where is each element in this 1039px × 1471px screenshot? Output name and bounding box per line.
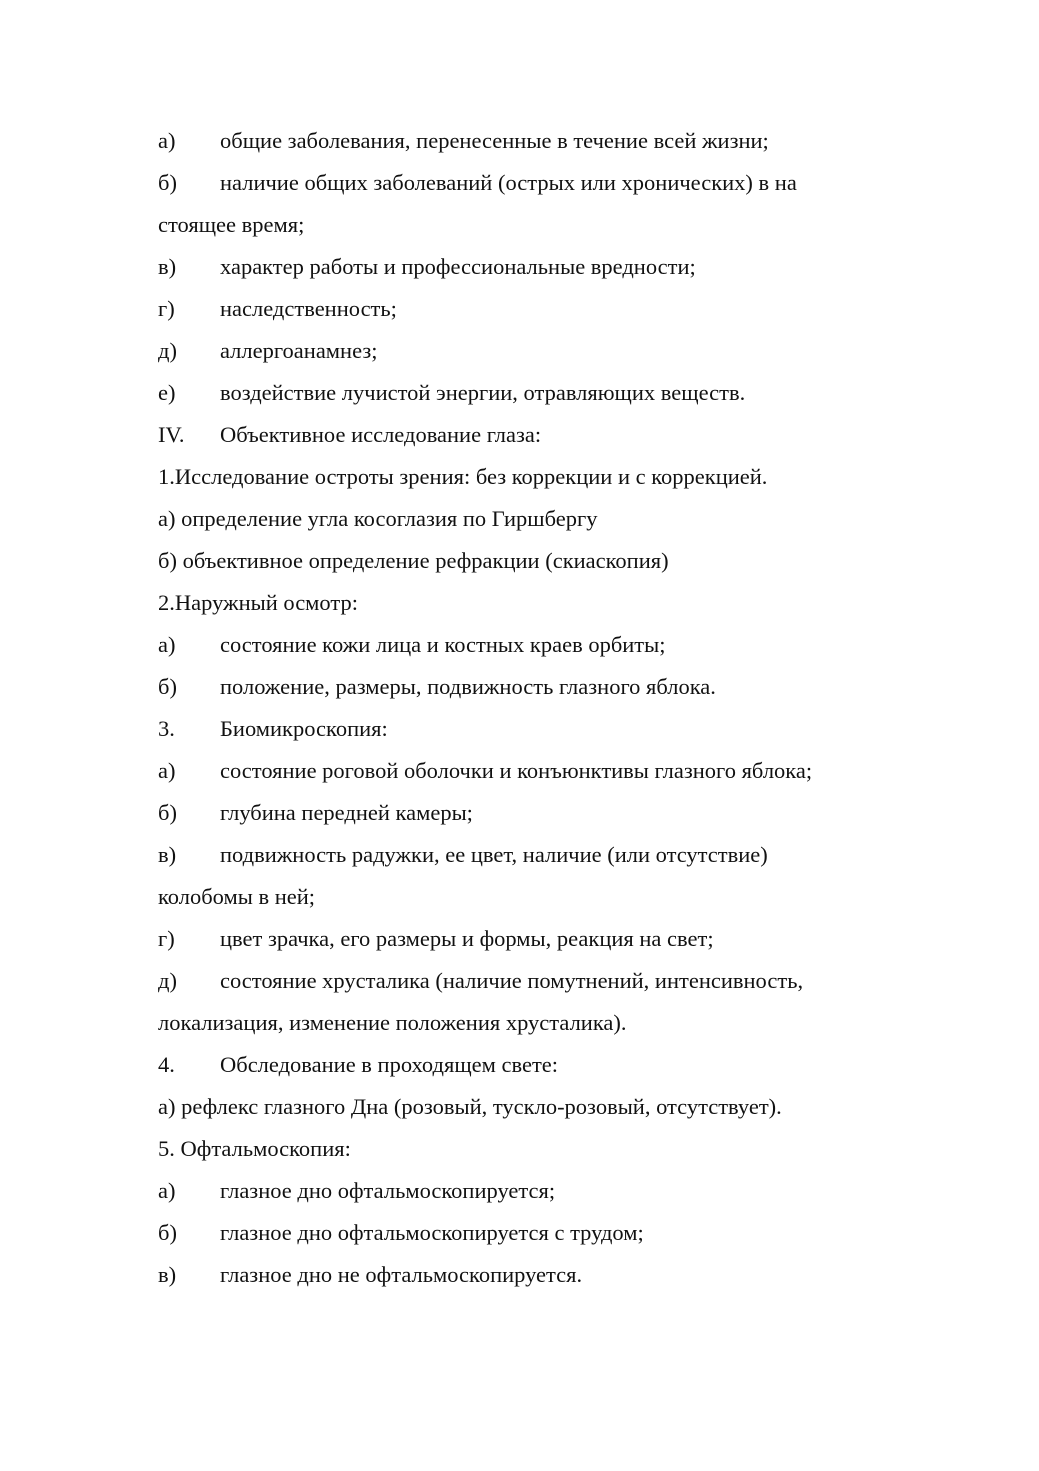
text-line — [158, 456, 888, 498]
line-text: общие заболевания, перенесенные в течение всей жизни; — [220, 128, 769, 153]
line-text: глазное дно офтальмоскопируется; — [220, 1178, 556, 1203]
line-text: а) определение угла косоглазия по Гиршбергу — [158, 506, 598, 531]
text-line — [158, 120, 888, 162]
list-marker: г) — [158, 296, 175, 321]
line-text: Биомикроскопия: — [220, 716, 388, 741]
document-body — [158, 120, 888, 1296]
line-text: Объективное исследование глаза: — [220, 422, 542, 447]
line-text: состояние хрусталика (наличие помутнений, интенсивность, — [220, 968, 804, 993]
line-text: аллергоанамнез; — [220, 338, 378, 363]
list-marker: а) — [158, 758, 176, 783]
list-marker: а) — [158, 1178, 176, 1203]
text-line — [158, 246, 888, 288]
list-marker: 4. — [158, 1052, 175, 1077]
list-marker: д) — [158, 338, 177, 363]
list-marker: б) — [158, 1220, 177, 1245]
text-line — [158, 288, 888, 330]
text-line — [158, 918, 888, 960]
line-text: 1.Исследование остроты зрения: без коррекции и с коррекцией. — [158, 464, 768, 489]
line-text: состояние кожи лица и костных краев орбиты; — [220, 632, 666, 657]
line-text: Обследование в проходящем свете: — [220, 1052, 559, 1077]
text-line — [158, 1086, 888, 1128]
text-line — [158, 624, 888, 666]
text-line — [158, 1212, 888, 1254]
text-line — [158, 498, 888, 540]
text-line — [158, 1128, 888, 1170]
text-line — [158, 330, 888, 372]
line-text: состояние роговой оболочки и конъюнктивы глазного яблока; — [220, 758, 813, 783]
text-line — [158, 960, 888, 1002]
line-text: наличие общих заболеваний (острых или хронических) в на — [220, 170, 797, 195]
list-marker: IV. — [158, 422, 185, 447]
list-marker: б) — [158, 800, 177, 825]
list-marker: е) — [158, 380, 176, 405]
line-text: 5. Офтальмоскопия: — [158, 1136, 351, 1161]
line-text: глазное дно офтальмоскопируется с трудом; — [220, 1220, 644, 1245]
line-text: подвижность радужки, ее цвет, наличие (или отсутствие) — [220, 842, 768, 867]
line-text: цвет зрачка, его размеры и формы, реакция на свет; — [220, 926, 714, 951]
list-marker: в) — [158, 1262, 177, 1287]
text-line — [158, 1254, 888, 1296]
text-line — [158, 792, 888, 834]
list-marker: в) — [158, 842, 177, 867]
line-text: положение, размеры, подвижность глазного яблока. — [220, 674, 716, 699]
line-text: глазное дно не офтальмоскопируется. — [220, 1262, 583, 1287]
text-line — [158, 414, 888, 456]
line-text: воздействие лучистой энергии, отравляющих веществ. — [220, 380, 746, 405]
list-marker: д) — [158, 968, 177, 993]
list-marker: а) — [158, 128, 176, 153]
line-text: наследственность; — [220, 296, 397, 321]
line-text: а) рефлекс глазного Дна (розовый, тускло-розовый, отсутствует). — [158, 1094, 782, 1119]
line-text: б) объективное определение рефракции (скиаскопия) — [158, 548, 669, 573]
list-marker: а) — [158, 632, 176, 657]
list-marker: 3. — [158, 716, 175, 741]
text-line — [158, 540, 888, 582]
text-line — [158, 1002, 888, 1044]
text-line — [158, 162, 888, 204]
text-line — [158, 876, 888, 918]
list-marker: в) — [158, 254, 177, 279]
line-text: колобомы в ней; — [158, 884, 316, 909]
line-text: стоящее время; — [158, 212, 305, 237]
line-text: глубина передней камеры; — [220, 800, 473, 825]
text-line — [158, 372, 888, 414]
text-line — [158, 750, 888, 792]
text-line — [158, 1044, 888, 1086]
list-marker: г) — [158, 926, 175, 951]
text-line — [158, 204, 888, 246]
line-text: 2.Наружный осмотр: — [158, 590, 358, 615]
line-text: локализация, изменение положения хрусталика). — [158, 1010, 627, 1035]
text-line — [158, 834, 888, 876]
text-line — [158, 708, 888, 750]
line-text: характер работы и профессиональные вредности; — [220, 254, 696, 279]
list-marker: б) — [158, 170, 177, 195]
text-line — [158, 666, 888, 708]
text-line — [158, 582, 888, 624]
text-line — [158, 1170, 888, 1212]
list-marker: б) — [158, 674, 177, 699]
